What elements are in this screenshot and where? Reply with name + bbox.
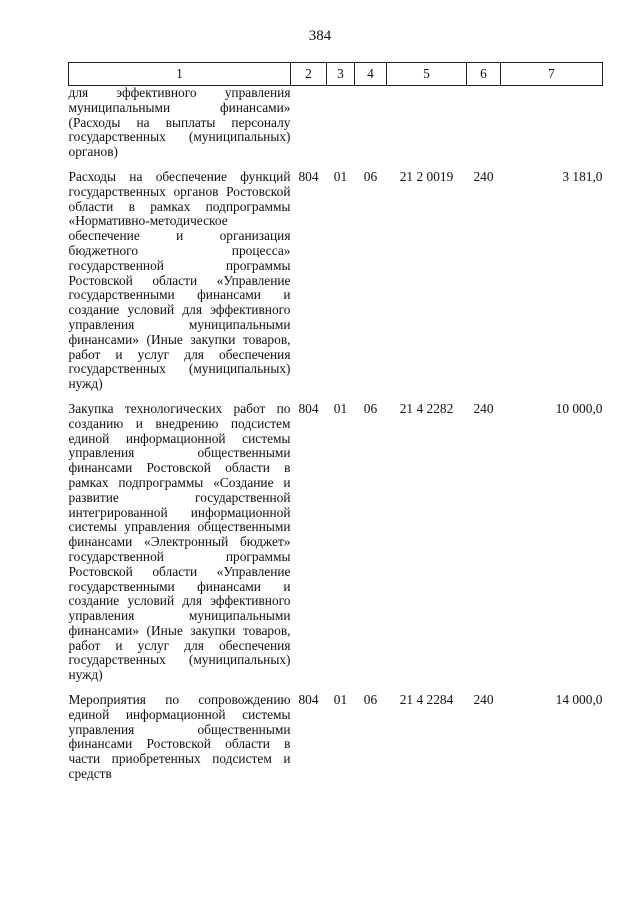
row-admin-code: 804: [298, 168, 319, 184]
row-amount: 3 181,0: [562, 168, 603, 184]
row-amount: [501, 86, 603, 164]
row-admin-code: 804: [298, 400, 319, 416]
table-row: [69, 164, 603, 396]
row-admin-code: 804: [298, 692, 319, 708]
row-target-code: [387, 86, 467, 164]
row-expense-type: 240: [473, 168, 494, 184]
table-row: [69, 687, 603, 782]
page-number: 384: [308, 28, 332, 44]
row-section: 01: [333, 692, 348, 708]
row-description: Расходы на обеспечение функций государственных органов Ростовской области в рамках подпрограммы «Нормативно-методическое обеспечение и организация бюджетного процесса» государственной программы Ростовской области «Управление государственными финансами и создание условий для эффективного управления муниципальными финансами» (Иные закупки товаров, работ и услуг для обеспечения государственных (муниципальных) нужд): [68, 168, 291, 392]
column-header-7: 7: [501, 63, 603, 86]
row-description: для эффективного управления муниципальными финансами» (Расходы на выплаты персоналу государственных (муниципальных) органов): [68, 85, 291, 160]
row-subsection: 06: [363, 168, 378, 184]
column-header-2: 2: [291, 63, 327, 86]
row-subsection: [355, 86, 387, 164]
row-expense-type: 240: [473, 400, 494, 416]
row-expense-type: 240: [473, 692, 494, 708]
column-header-4: 4: [355, 63, 387, 86]
row-section: 01: [333, 400, 348, 416]
table-row: [69, 396, 603, 687]
column-header-6: 6: [467, 63, 501, 86]
row-subsection: 06: [363, 400, 378, 416]
row-amount: 14 000,0: [555, 692, 603, 708]
column-header-1: 1: [69, 63, 291, 86]
column-header-3: 3: [327, 63, 355, 86]
row-description: Мероприятия по сопровождению единой информационной системы управления общественными финансами Ростовской области в части приобретенных подсистем и средств: [68, 692, 291, 782]
row-expense-type: [467, 86, 501, 164]
row-admin-code: [291, 86, 327, 164]
row-target-code: 21 2 0019: [399, 168, 454, 184]
row-subsection: 06: [363, 692, 378, 708]
row-section: 01: [333, 168, 348, 184]
header-row: [69, 63, 603, 86]
row-description: Закупка технологических работ по созданию и внедрению подсистем единой информационной системы управления общественными финансами Ростовской области в рамках подпрограммы «Создание и развитие государственной интегрированной информационной системы управления общественными финансами «Электронный бюджет» государственной программы Ростовской области «Управление государственными финансами и создание условий для эффективного управления муниципальными финансами» (Иные закупки товаров, работ и услуг для обеспечения государственных (муниципальных) нужд): [68, 400, 291, 683]
budget-table: [68, 62, 603, 782]
column-header-5: 5: [387, 63, 467, 86]
row-target-code: 21 4 2282: [399, 400, 454, 416]
row-amount: 10 000,0: [555, 400, 603, 416]
table-row: [69, 86, 603, 164]
row-target-code: 21 4 2284: [399, 692, 454, 708]
row-section: [327, 86, 355, 164]
